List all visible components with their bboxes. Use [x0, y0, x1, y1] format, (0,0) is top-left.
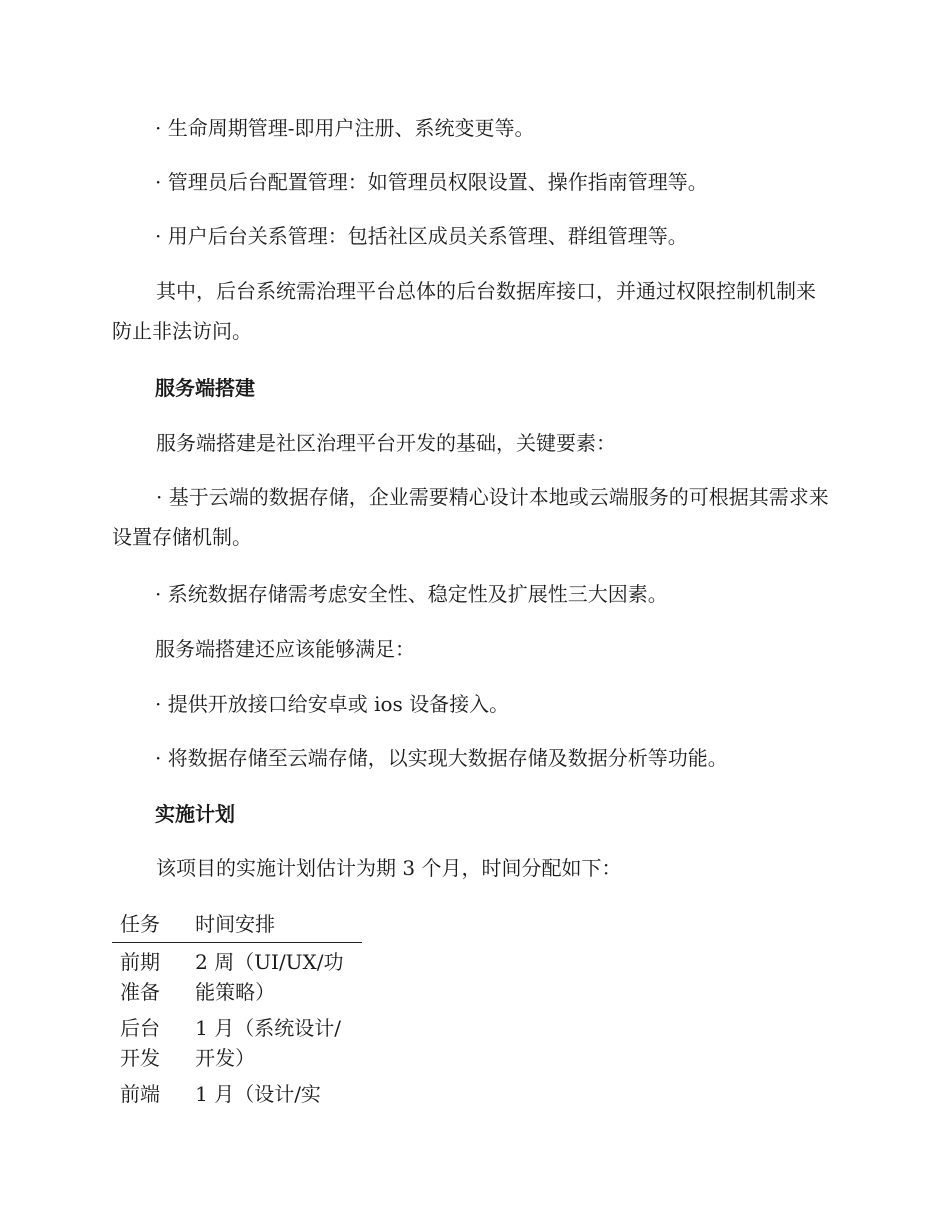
cell-task: 后台开发: [120, 1016, 160, 1070]
bullet-lifecycle-management: · 生命周期管理-即用户注册、系统变更等。: [155, 116, 535, 140]
cell-task: 前端: [120, 1082, 160, 1106]
bullet-cloud-data-analysis: · 将数据存储至云端存储，以实现大数据存储及数据分析等功能。: [155, 746, 728, 770]
bullet-storage-factors: · 系统数据存储需考虑安全性、稳定性及扩展性三大因素。: [155, 582, 668, 606]
paragraph-plan-intro: 该项目的实施计划估计为期 3 个月，时间分配如下：: [156, 856, 622, 880]
header-time: 时间安排: [187, 906, 362, 943]
cell-time: 2 周（UI/UX/功能策略）: [195, 950, 344, 1004]
cell-task: 前期准备: [120, 950, 160, 1004]
header-task: 任务: [112, 906, 187, 943]
heading-implementation-plan: 实施计划: [155, 802, 235, 826]
cell-time: 1 月（系统设计/开发）: [195, 1016, 341, 1070]
bullet-user-relation-management: · 用户后台关系管理：包括社区成员关系管理、群组管理等。: [155, 224, 688, 248]
cell-time: 1 月（设计/实: [195, 1082, 321, 1106]
heading-server-setup: 服务端搭建: [155, 376, 255, 400]
bullet-cloud-storage: · 基于云端的数据存储，企业需要精心设计本地或云端服务的可根据其需求来设置存储机制。: [112, 485, 829, 549]
table-row: [112, 1075, 362, 1111]
schedule-table: [112, 906, 362, 1111]
table-row: [112, 1009, 362, 1075]
paragraph-backend-interface: 其中，后台系统需治理平台总体的后台数据库接口，并通过权限控制机制来防止非法访问。: [112, 279, 816, 343]
paragraph-server-requirements: 服务端搭建还应该能够满足：: [155, 637, 415, 661]
table-row: [112, 943, 362, 1010]
bullet-admin-config-management: · 管理员后台配置管理：如管理员权限设置、操作指南管理等。: [155, 170, 708, 194]
bullet-open-interface: · 提供开放接口给安卓或 ios 设备接入。: [155, 692, 510, 716]
paragraph-server-intro: 服务端搭建是社区治理平台开发的基础，关键要素：: [156, 431, 616, 455]
table-header-row: [112, 906, 362, 943]
